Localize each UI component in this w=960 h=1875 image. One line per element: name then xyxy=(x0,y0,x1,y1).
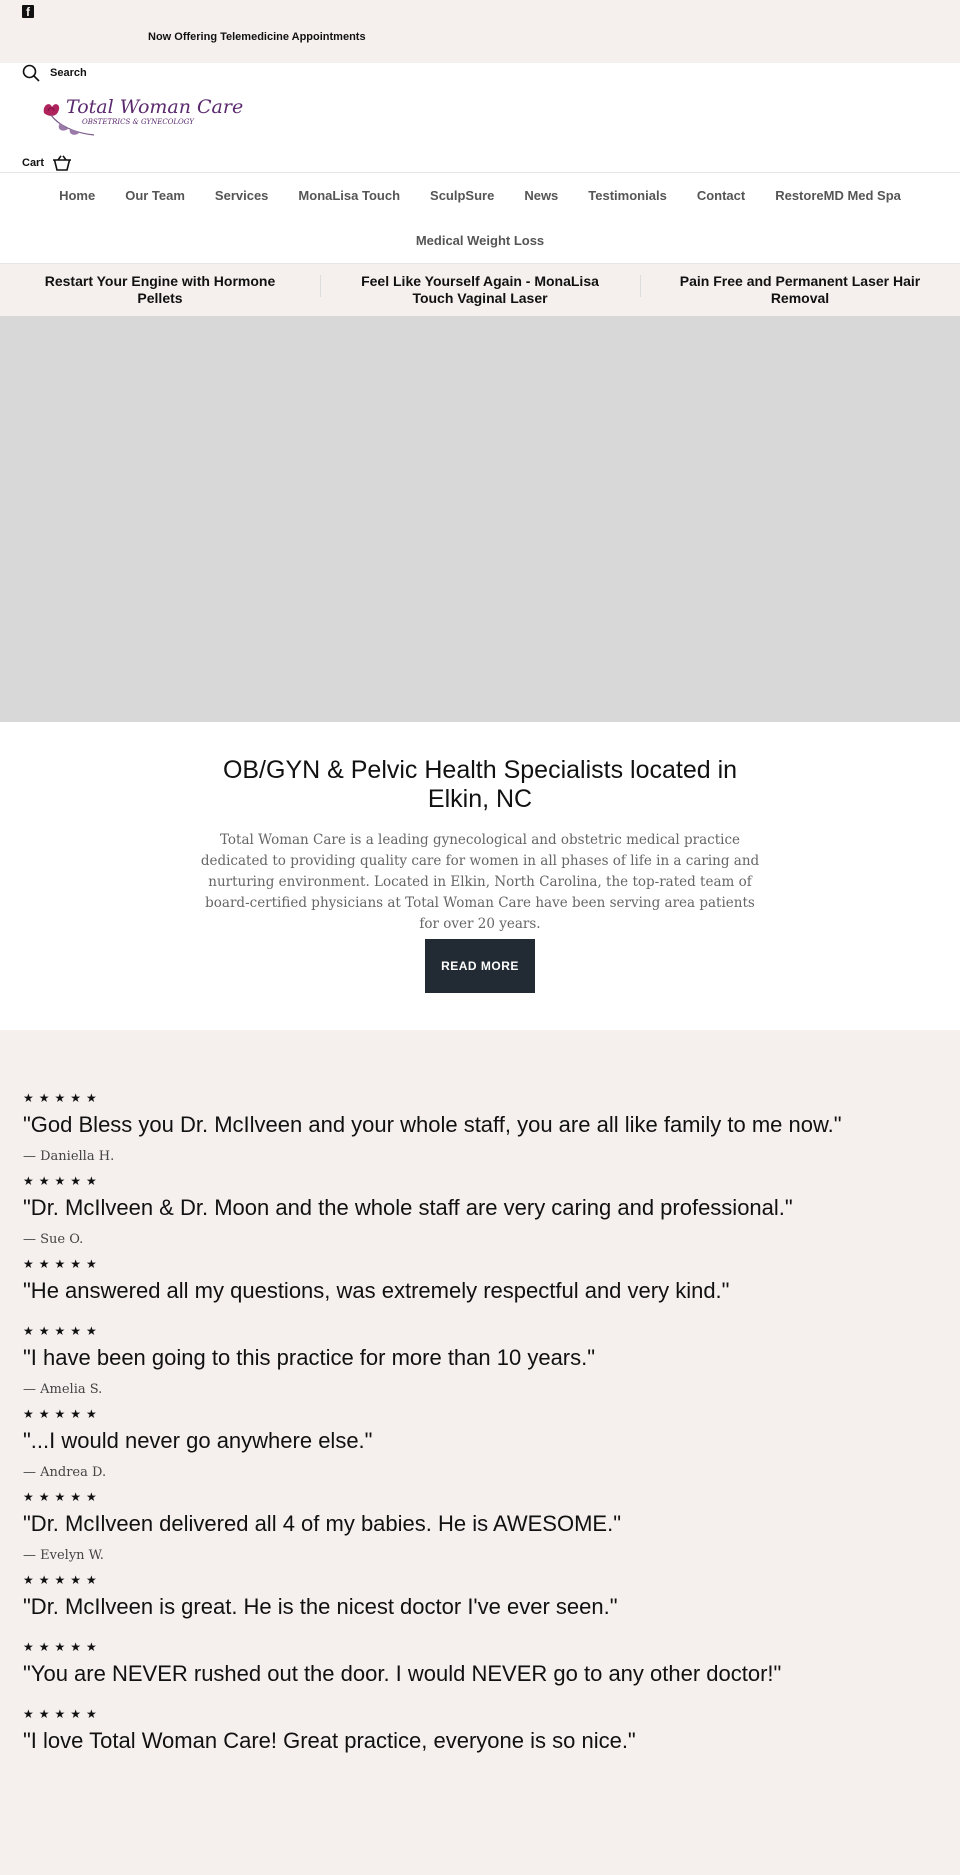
nav-item-contact[interactable]: Contact xyxy=(696,188,746,203)
hero-image xyxy=(0,316,960,722)
cart-label: Cart xyxy=(22,157,45,169)
intro-section xyxy=(0,722,960,1030)
nav-item-sculpsure[interactable]: SculpSure xyxy=(430,188,495,203)
nav-item-restoremd-med-spa[interactable]: RestoreMD Med Spa xyxy=(775,188,901,203)
nav-item-medical-weight-loss[interactable]: Medical Weight Loss xyxy=(415,233,545,248)
testimonial-item xyxy=(23,1325,923,1398)
search-button[interactable] xyxy=(22,63,87,83)
testimonial-quote: "Dr. McIlveen is great. He is the nicest doctor I've ever seen." xyxy=(23,1594,618,1619)
testimonial-item xyxy=(23,1258,923,1305)
nav-item-monalisa-touch[interactable]: MonaLisa Touch xyxy=(298,188,401,203)
star-rating: ★★★★★ xyxy=(23,1257,102,1271)
promo-strip xyxy=(0,264,960,316)
testimonial-quote: "You are NEVER rushed out the door. I would NEVER go to any other doctor!" xyxy=(23,1661,782,1686)
promo-hormone-pellets[interactable]: Restart Your Engine with Hormone Pellets xyxy=(44,273,276,306)
testimonial-item xyxy=(23,1574,923,1621)
testimonial-author: — Sue O. xyxy=(23,1232,84,1247)
testimonial-quote: "I have been going to this practice for more than 10 years." xyxy=(23,1345,596,1370)
cart-button[interactable] xyxy=(22,155,72,171)
basket-icon xyxy=(52,155,72,171)
testimonial-author: — Amelia S. xyxy=(23,1382,103,1397)
svg-text:Total Woman Care: Total Woman Care xyxy=(66,96,244,118)
star-rating: ★★★★★ xyxy=(23,1573,102,1587)
testimonial-item xyxy=(23,1092,923,1165)
testimonial-quote: "He answered all my questions, was extremely respectful and very kind." xyxy=(23,1278,730,1303)
testimonial-quote: "I love Total Woman Care! Great practice, everyone is so nice." xyxy=(23,1728,636,1753)
read-more-button[interactable]: READ MORE xyxy=(425,939,535,993)
search-icon xyxy=(22,64,40,82)
main-navigation xyxy=(0,172,960,264)
star-rating: ★★★★★ xyxy=(23,1490,102,1504)
svg-text:OBSTETRICS & GYNECOLOGY: OBSTETRICS & GYNECOLOGY xyxy=(82,118,194,126)
testimonial-quote: "...I would never go anywhere else." xyxy=(23,1428,373,1453)
testimonial-author: — Daniella H. xyxy=(23,1149,115,1164)
nav-item-our-team[interactable]: Our Team xyxy=(125,188,185,203)
testimonial-item xyxy=(23,1491,923,1564)
promo-monalisa-touch[interactable]: Feel Like Yourself Again - MonaLisa Touch Vaginal Laser xyxy=(320,273,640,307)
star-rating: ★★★★★ xyxy=(23,1407,102,1421)
site-logo[interactable] xyxy=(36,93,244,141)
search-label: Search xyxy=(50,67,87,79)
testimonial-item xyxy=(23,1708,923,1755)
testimonial-item xyxy=(23,1408,923,1481)
facebook-icon[interactable]: f xyxy=(22,5,34,18)
nav-item-home[interactable]: Home xyxy=(59,188,96,203)
nav-item-testimonials[interactable]: Testimonials xyxy=(588,188,667,203)
testimonial-quote: "God Bless you Dr. McIlveen and your whole staff, you are all like family to me now." xyxy=(23,1112,842,1137)
promo-laser-hair-removal[interactable]: Pain Free and Permanent Laser Hair Removal xyxy=(640,273,960,307)
testimonial-author: — Andrea D. xyxy=(23,1465,107,1480)
intro-title: OB/GYN & Pelvic Health Specialists located in Elkin, NC xyxy=(222,756,738,813)
testimonial-item xyxy=(23,1175,923,1248)
top-announcement-bar xyxy=(0,0,960,63)
star-rating: ★★★★★ xyxy=(23,1324,102,1338)
testimonials-section xyxy=(0,1030,960,1875)
testimonial-list xyxy=(23,1092,923,1775)
announcement-text: Now Offering Telemedicine Appointments xyxy=(148,31,366,43)
testimonial-quote: "Dr. McIlveen delivered all 4 of my babies. He is AWESOME." xyxy=(23,1511,622,1536)
nav-item-services[interactable]: Services xyxy=(214,188,269,203)
intro-body: Total Woman Care is a leading gynecological and obstetric medical practice dedicated to providing quality care for women in all phases of life in a caring and nurturing environment. Located in Elkin, North Carolina, the top-rated team of board-certified physicians at Total Woman Care have been serving area patients for over 20 years. xyxy=(200,832,760,932)
testimonial-quote: "Dr. McIlveen & Dr. Moon and the whole staff are very caring and professional." xyxy=(23,1195,793,1220)
star-rating: ★★★★★ xyxy=(23,1707,102,1721)
star-rating: ★★★★★ xyxy=(23,1174,102,1188)
star-rating: ★★★★★ xyxy=(23,1640,102,1654)
testimonial-author: — Evelyn W. xyxy=(23,1548,104,1563)
testimonial-item xyxy=(23,1641,923,1688)
star-rating: ★★★★★ xyxy=(23,1091,102,1105)
nav-item-news[interactable]: News xyxy=(524,188,559,203)
